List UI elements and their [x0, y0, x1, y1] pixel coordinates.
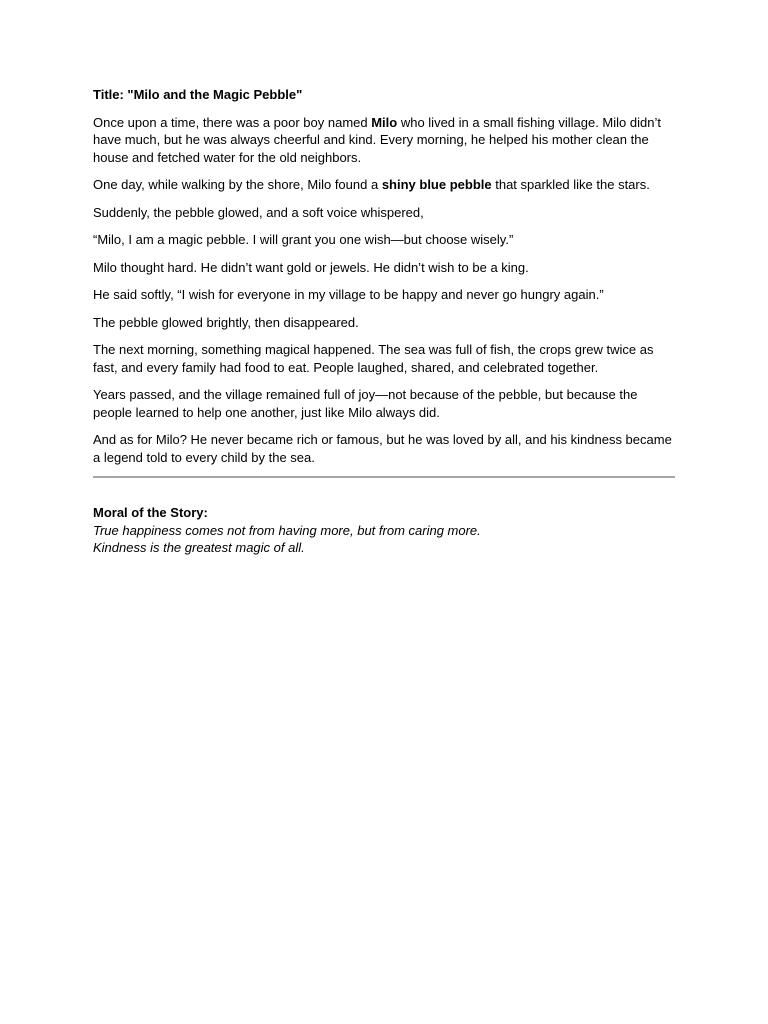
paragraph-pebble-glowed: Suddenly, the pebble glowed, and a soft voice whispered, — [93, 204, 424, 220]
name-milo-bold: Milo — [371, 114, 398, 130]
story-title: Title: "Milo and the Magic Pebble" — [93, 87, 303, 102]
paragraph-next-morning: The next morning, something magical happened. The sea was full of fish, the crops grew twice as fast, and every family had food to eat. People laughed, shared, and celebrated together. — [93, 342, 654, 375]
paragraph-pebble-disappeared: The pebble glowed brightly, then disappeared. — [93, 314, 359, 330]
paragraph-years-passed: Years passed, and the village remained full of joy—not because of the pebble, but because the people learned to help one another, just like Milo always did. — [93, 387, 638, 420]
paragraph-ending: And as for Milo? He never became rich or famous, but he was loved by all, and his kindness became a legend told to every child by the sea. — [93, 432, 672, 465]
moral-heading: Moral of the Story: — [93, 505, 208, 520]
paragraph-intro: Once upon a time, there was a poor boy named Milo who lived in a small fishing village. Milo didn’t have much, but he was always cheerful and kind. Every morning, he helped his mother clean the house and fetched water for the old neighbors. — [93, 114, 661, 165]
moral-line: Kindness is the greatest magic of all. — [93, 540, 305, 555]
document-page — [93, 86, 675, 557]
paragraph-milo-wish: He said softly, “I wish for everyone in my village to be happy and never go hungry again.” — [93, 287, 604, 302]
moral-line: True happiness comes not from having more, but from caring more. — [93, 522, 481, 538]
horizontal-divider — [93, 476, 675, 478]
paragraph-milo-thought: Milo thought hard. He didn’t want gold or jewels. He didn’t wish to be a king. — [93, 259, 529, 275]
shiny-blue-pebble-bold: shiny blue pebble — [381, 177, 492, 192]
paragraph-pebble-speech: “Milo, I am a magic pebble. I will grant you one wish—but choose wisely.” — [93, 232, 514, 247]
paragraph-found-pebble: One day, while walking by the shore, Milo found a shiny blue pebble that sparkled like the stars. — [93, 177, 650, 192]
